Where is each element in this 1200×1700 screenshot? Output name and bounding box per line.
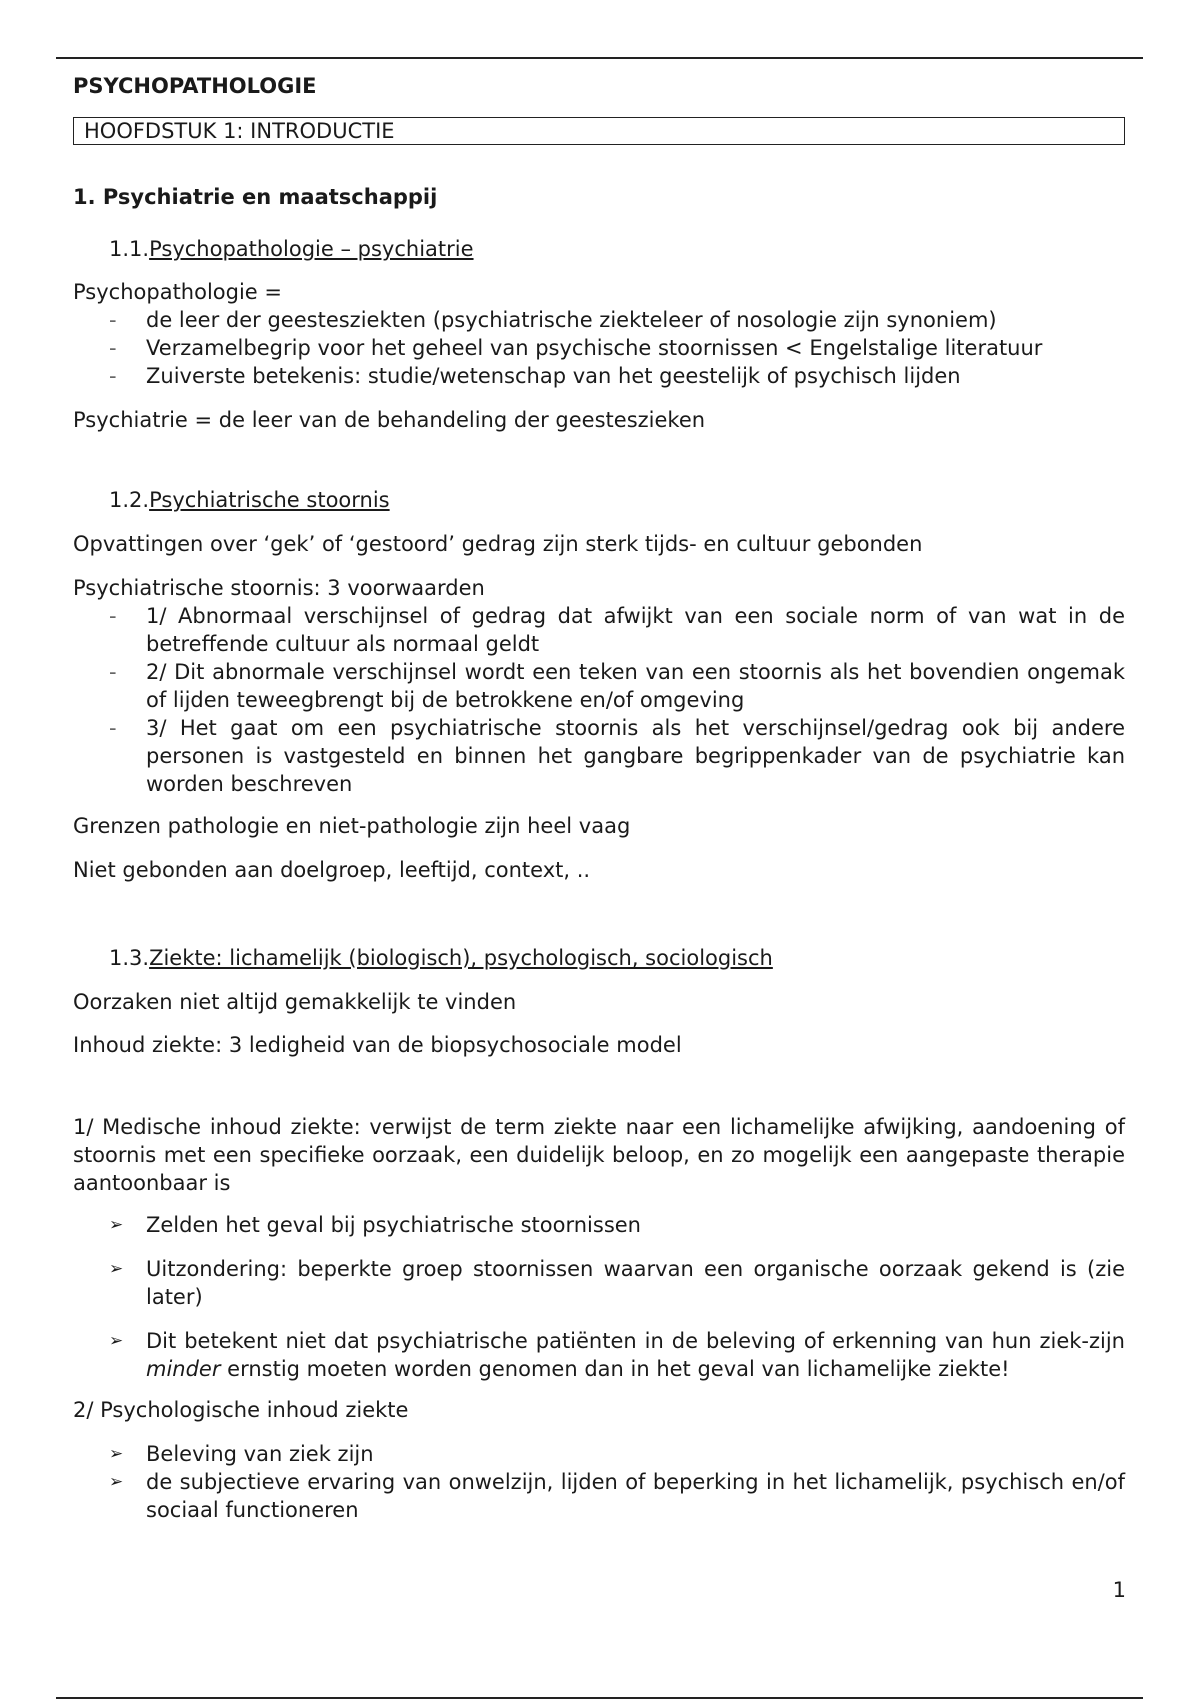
document-title: PSYCHOPATHOLOGIE: [73, 74, 317, 98]
list-item: - 2/ Dit abnormale verschijnsel wordt een teken van een stoornis als het bovendien ongemak of lijden teweegbrengt bij de betrokkene en/of omgeving: [73, 658, 1125, 714]
list-item: - de leer der geestesziekten (psychiatrische ziekteleer of nosologie zijn synoniem): [73, 306, 1125, 334]
list-item: - 1/ Abnormaal verschijnsel of gedrag dat afwijkt van een sociale norm of van wat in de betreffende cultuur als normaal geldt: [73, 602, 1125, 658]
emphasis-text: minder: [146, 1357, 221, 1381]
item-text: Dit betekent niet dat psychiatrische patiënten in de beleving of erkenning van hun ziek-zijn: [146, 1329, 1125, 1353]
section-heading: 1. Psychiatrie en maatschappij: [73, 185, 438, 209]
list-item: ➢ Zelden het geval bij psychiatrische stoornissen: [73, 1211, 1125, 1239]
list-item: - 3/ Het gaat om een psychiatrische stoornis als het verschijnsel/gedrag ook bij andere personen is vastgesteld en binnen het gangbare begrippenkader van de psychiatrie kan worden beschreven: [73, 714, 1125, 798]
subsection-label: Psychiatrische stoornis: [149, 488, 390, 512]
definition-line: Psychopathologie =: [73, 280, 282, 304]
chapter-heading: HOOFDSTUK 1: INTRODUCTIE: [73, 117, 1125, 145]
subsection-heading: [109, 235, 1125, 263]
conditions-list: [73, 602, 1125, 798]
page-content: [73, 72, 1125, 1524]
subsection-number: 1.1.: [109, 237, 150, 261]
paragraph: Grenzen pathologie en niet-pathologie zijn heel vaag: [73, 814, 631, 838]
top-rule: [56, 57, 1143, 59]
paragraph: Psychiatrische stoornis: 3 voorwaarden: [73, 576, 485, 600]
medical-list: [73, 1211, 1125, 1383]
list-item: - Zuiverste betekenis: studie/wetenschap van het geestelijk of psychisch lijden: [73, 362, 1125, 390]
paragraph: Opvattingen over ‘gek’ of ‘gestoord’ gedrag zijn sterk tijds- en cultuur gebonden: [73, 532, 923, 556]
list-item: ➢ Uitzondering: beperkte groep stoornissen waarvan een organische oorzaak gekend is (zie later): [73, 1255, 1125, 1311]
subsection-heading: [109, 944, 1125, 972]
definition-list: [73, 306, 1125, 390]
paragraph: Niet gebonden aan doelgroep, leeftijd, context, ..: [73, 858, 591, 882]
paragraph: 2/ Psychologische inhoud ziekte: [73, 1398, 409, 1422]
subsection-label: Ziekte: lichamelijk (biologisch), psychologisch, sociologisch: [149, 946, 773, 970]
psych-list: [73, 1440, 1125, 1524]
subsection-heading: [109, 486, 1125, 514]
paragraph: 1/ Medische inhoud ziekte: verwijst de term ziekte naar een lichamelijke afwijking, aandoening of stoornis met een specifieke oorzaak, een duidelijk beloop, en zo mogelijk een aangepaste therapie aantoonbaar is: [73, 1115, 1125, 1195]
subsection-number: 1.2.: [109, 488, 150, 512]
paragraph: Inhoud ziekte: 3 ledigheid van de biopsychosociale model: [73, 1033, 682, 1057]
paragraph: Psychiatrie = de leer van de behandeling der geesteszieken: [73, 408, 706, 432]
list-item: ➢ Beleving van ziek zijn: [73, 1440, 1125, 1468]
list-item: - Verzamelbegrip voor het geheel van psychische stoornissen < Engelstalige literatuur: [73, 334, 1125, 362]
paragraph: Oorzaken niet altijd gemakkelijk te vinden: [73, 990, 517, 1014]
subsection-label: Psychopathologie – psychiatrie: [149, 237, 474, 261]
list-item: ➢ de subjectieve ervaring van onwelzijn, lijden of beperking in het lichamelijk, psychisch en/of sociaal functioneren: [73, 1468, 1125, 1524]
subsection-number: 1.3.: [109, 946, 150, 970]
item-text: ernstig moeten worden genomen dan in het geval van lichamelijke ziekte!: [220, 1357, 1010, 1381]
bottom-rule: [56, 1697, 1143, 1699]
page-number: 1: [1112, 1578, 1126, 1602]
list-item: [73, 1327, 1125, 1383]
